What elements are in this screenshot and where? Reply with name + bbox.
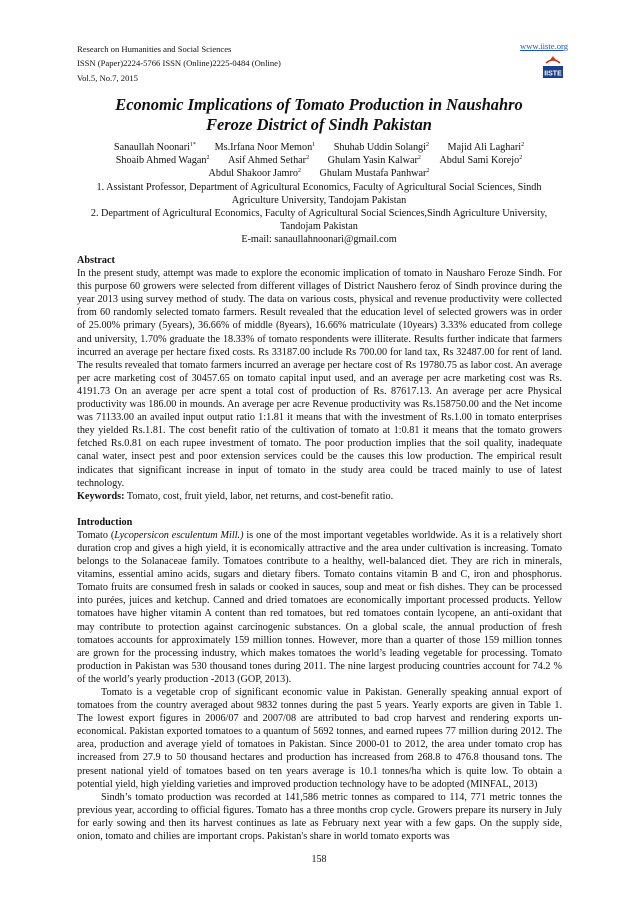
paper-title: Economic Implications of Tomato Production in Naushahro Feroze District of Sindh Pakistan: [115, 95, 523, 134]
introduction-paragraph: Sindh’s tomato production was recorded at 141,586 metric tonnes as compared to 114, 771 metric tonnes the previous year, according to official figures. Tomato has a three months crop cycle. Growers prepare its nursery in July for early sowing and then its harvest continues as late as February next year with a few gaps. On the supply side, onion, tomato and chilies are important crops. Pakistan's share in world tomato exports was: [77, 791, 562, 843]
affiliation: 1. Assistant Professor, Department of Agricultural Economics, Faculty of Agricultural Social Sciences, Sindh: [96, 181, 542, 193]
author-line: [62, 154, 576, 167]
abstract-text: In the present study, attempt was made to explore the economic implication of tomato in Nausharo Feroze Sindh. For this purpose 60 growers were selected from different villages of District Naushero feroz of Sindh province during the year 2013 using survey method of study. The data on various costs, physical and revenue productivity were collected from 60 randomly selected tomato farmers. Result revealed that the education level of selected growers was in order of 25.00% primary (5years), 36.66% of middle (8years), 16.66% matriculate (10years) 3.33% educated from college and university, 1.70% graduate the 18.33% of tomato respondents were illiterate. Results further indicate that farmers incurred an average per hectare fixed costs. Rs 33187.00 include Rs 700.00 for land tax, Rs 32487.00 for rent of land. The results revealed that tomato farmers incurred an average per hectare cost of Rs 19780.75 as labor cost. An average per acre marketing cost of 30457.65 on tomato capital input used, and an average per acre marketing cost was Rs. 4191.73 On an average per acre spent a total cost of production of Rs. 87617.13. An average per acre Physical productivity was 186.00 in mounds. An average per acre Revenue productivity was Rs.158750.00 and the Net income was 71133.00 an availed input output ratio 1:1.81 it means that with the investment of Rs.1.00 in tomato enterprises they yielded Rs.1.81. The cost benefit ratio of the cultivation of tomato at 1:0.81 it means that the tomato growers fetched Rs.0.81 on each rupee investment of tomato. The poor production implies that the soil quality, inadequate canal water, insect pest and poor extension services could be the causes this low production. The empirical result indicates that significant increase in input of tomato in the study area could be traced mainly to use of latest technology.: [77, 268, 562, 489]
keywords-label: Keywords:: [77, 490, 125, 502]
journal-website-link[interactable]: www.iiste.org: [520, 41, 568, 51]
author-name: Shoaib Ahmed Wagan$^2$: [115, 155, 210, 167]
journal-header: [77, 42, 281, 85]
author-name: Ms.Irfana Noor Memon$^1$: [214, 142, 316, 153]
author-email: E-mail: sanaullahnoonari@gmail.com: [241, 234, 397, 246]
author-line: [62, 167, 576, 180]
introduction-paragraph: Tomato (Lycopersicon esculentum Mill.) is one of the most important vegetables worldwide. As it is a relatively short duration crop and gives a high yield, it is economically attractive and the area under cultivation is increasing. Tomato belongs to the Solanaceae family. Tomatoes contribute to a healthy, well-balanced diet. They are rich in minerals, vitamins, essential amino acids, sugars and dietary fibers. Tomato contains vitamin B and C, iron and phosphorus. Tomato fruits are consumed fresh in salads or cooked in sauces, soup and meat or fish dishes. They can be processed into purées, juices and ketchup. Canned and dried tomatoes are economically important processed products. Yellow tomatoes have higher vitamin A content than red tomatoes, but red tomatoes contain lycopene, an anti-oxidant that may contribute to protection against carcinogenic substances. On a global scale, the annual production of fresh tomatoes accounts for approximately 159 million tonnes. However, more than a quarter of those 159 million tonnes are grown for the processing industry, which makes tomatoes the world’s leading vegetable for processing. Tomato production in Pakistan was 530 thousand tones during 2011. The nine largest producing countries account for 74.2 % of the world’s yearly production -2013 (GOP, 2013).: [77, 529, 562, 685]
journal-name: Research on Humanities and Social Sciences: [77, 44, 232, 54]
affiliation: 2. Department of Agricultural Economics, Faculty of Agricultural Social Sciences,Sindh Agriculture University,: [90, 208, 548, 220]
author-name: Ghulam Mustafa Panhwar$^2$: [319, 168, 430, 180]
logo-text: IISTE: [544, 70, 562, 78]
paper-body: [77, 254, 562, 843]
journal-volume: Vol.5, No.7, 2015: [77, 72, 138, 83]
introduction-heading: Introduction: [77, 516, 133, 528]
author-name: Sanaullah Noonari$^{1*}$: [113, 142, 197, 153]
journal-issn: ISSN (Paper)2224-5766 ISSN (Online)2225-0484 (Online): [77, 58, 281, 69]
abstract-heading: Abstract: [77, 255, 115, 266]
keywords: [77, 490, 562, 503]
author-name: Majid Ali Laghari$^2$: [447, 142, 525, 153]
affiliation: Agriculture University, Tandojam Pakistan: [231, 194, 407, 206]
author-name: Abdul Shakoor Jamro$^2$: [208, 168, 301, 180]
author-name: Shuhab Uddin Solangi$^2$: [333, 142, 429, 153]
author-block: [62, 141, 576, 247]
iiste-logo-icon: [540, 54, 566, 84]
page-number: 158: [311, 854, 327, 865]
keywords-text: Tomato, cost, fruit yield, labor, net returns, and cost-benefit ratio.: [124, 490, 394, 502]
author-line: [62, 141, 576, 154]
author-name: Ghulam Yasin Kalwar$^2$: [327, 155, 421, 167]
author-name: Asif Ahmed Sethar$^2$: [227, 155, 310, 167]
affiliation: Tandojam Pakistan: [280, 221, 358, 233]
introduction-paragraph: Tomato is a vegetable crop of significant economic value in Pakistan. Generally speaking annual export of tomatoes from the country averaged about 9832 tonnes during the past 5 years. Yearly exports are given in Table 1. The lowest export figures in 2006/07 and 2007/08 are attributed to bad crop harvest and rendering exports un-economical. Pakistan exported tomatoes to a quantum of 5692 tonnes, and earned rupees 77 million during 2012. The area, production and average yield of tomatoes in Pakistan. Since 2000-01 to 2012, the area under tomato crop has increased from 27.9 to 50 thousand hectares and production has increased from 268.8 to 476.8 thousand tons. The present national yield of tomatoes based on ten years average is 10.1 tonnes/ha which is quite low. To obtain a potential yield, high yielding varieties and improved production technology have to be adopted (MINFAL, 2013): [77, 687, 562, 790]
author-name: Abdul Sami Korejo$^2$: [439, 155, 523, 167]
species-name: Lycopersicon esculentum Mill.): [114, 529, 244, 541]
